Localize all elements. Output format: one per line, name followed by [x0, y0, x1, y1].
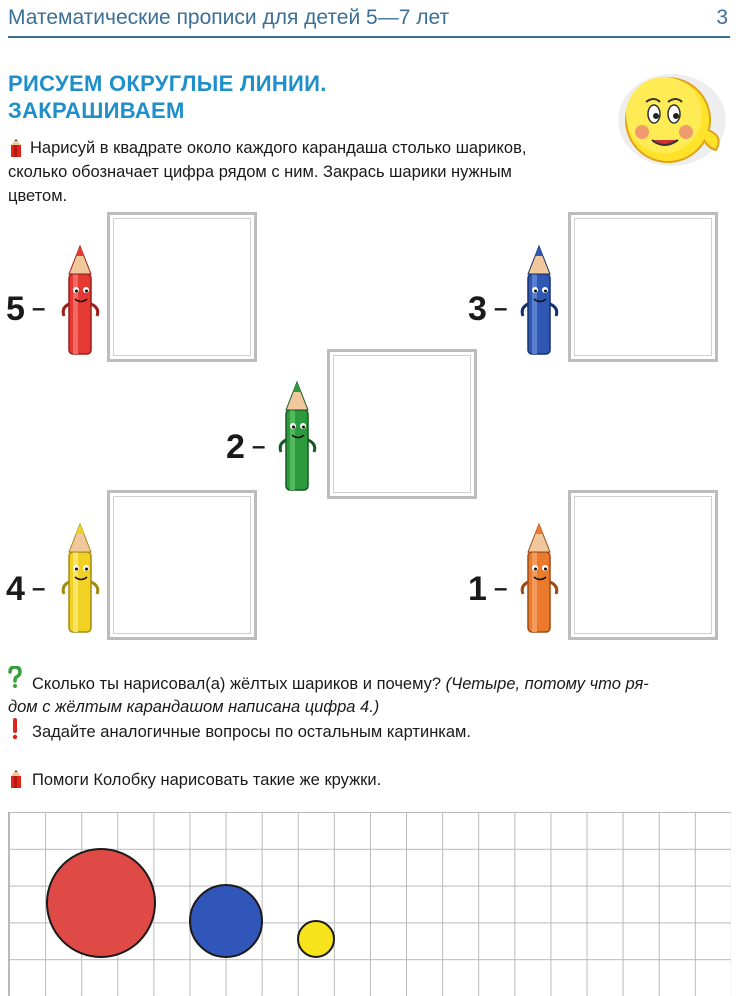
drawing-box-2[interactable] [327, 349, 477, 499]
page-header [0, 0, 740, 40]
task-digit: 5 [6, 290, 25, 328]
yellow-pencil-icon [60, 522, 102, 634]
task-dash: – [32, 295, 46, 322]
task-dash: – [494, 575, 508, 602]
instruction-draw-balls [8, 136, 598, 208]
blue-pencil-icon [519, 244, 561, 356]
red-pencil-icon [60, 244, 102, 356]
drawing-box-3[interactable] [568, 212, 718, 362]
small-yellow-circle [297, 920, 335, 958]
question-line1 [32, 672, 649, 696]
answer-part2: дом с жёлтым карандашом написана цифра 4.) [8, 698, 380, 716]
drawing-grid[interactable] [8, 812, 731, 996]
note-text: Задайте аналогичные вопросы по остальным картинкам. [32, 723, 471, 741]
header-title: Математические прописи для детей 5—7 лет [8, 6, 450, 29]
drawing-box-5[interactable] [107, 212, 257, 362]
task-dash: – [494, 295, 508, 322]
section-title [8, 70, 327, 124]
kolobok-mascot [612, 70, 732, 170]
pencil-icon [8, 770, 24, 788]
exclamation-icon [10, 718, 20, 740]
large-red-circle [46, 848, 156, 958]
page-number: 3 [716, 6, 728, 29]
question-mark-icon [8, 666, 22, 688]
instruction1-line2: сколько обозначает цифра рядом с ним. Закрась шарики нужным [8, 163, 512, 181]
medium-blue-circle [189, 884, 263, 958]
orange-pencil-icon [519, 522, 561, 634]
pencil-icon [8, 139, 24, 157]
green-pencil-icon [277, 380, 319, 492]
task-digit: 3 [468, 290, 487, 328]
instruction1-line3: цветом. [8, 187, 68, 205]
drawing-box-1[interactable] [568, 490, 718, 640]
question-text: Сколько ты нарисовал(а) жёлтых шариков и почему? [32, 675, 442, 693]
task-dash: – [32, 575, 46, 602]
task-digit: 2 [226, 428, 245, 466]
section-title-line2: ЗАКРАШИВАЕМ [8, 98, 185, 123]
header-divider [8, 36, 730, 38]
task-digit: 4 [6, 570, 25, 608]
instruction1-line1: Нарисуй в квадрате около каждого карандаша столько шариков, [30, 139, 527, 157]
answer-part1: (Четыре, потому что ря- [445, 675, 649, 693]
task-digit: 1 [468, 570, 487, 608]
question-line2 [8, 695, 379, 719]
drawing-box-4[interactable] [107, 490, 257, 640]
task-dash: – [252, 433, 266, 460]
instruction2-text: Помоги Колобку нарисовать такие же кружки. [32, 771, 382, 789]
section-title-line1: РИСУЕМ ОКРУГЛЫЕ ЛИНИИ. [8, 71, 327, 96]
